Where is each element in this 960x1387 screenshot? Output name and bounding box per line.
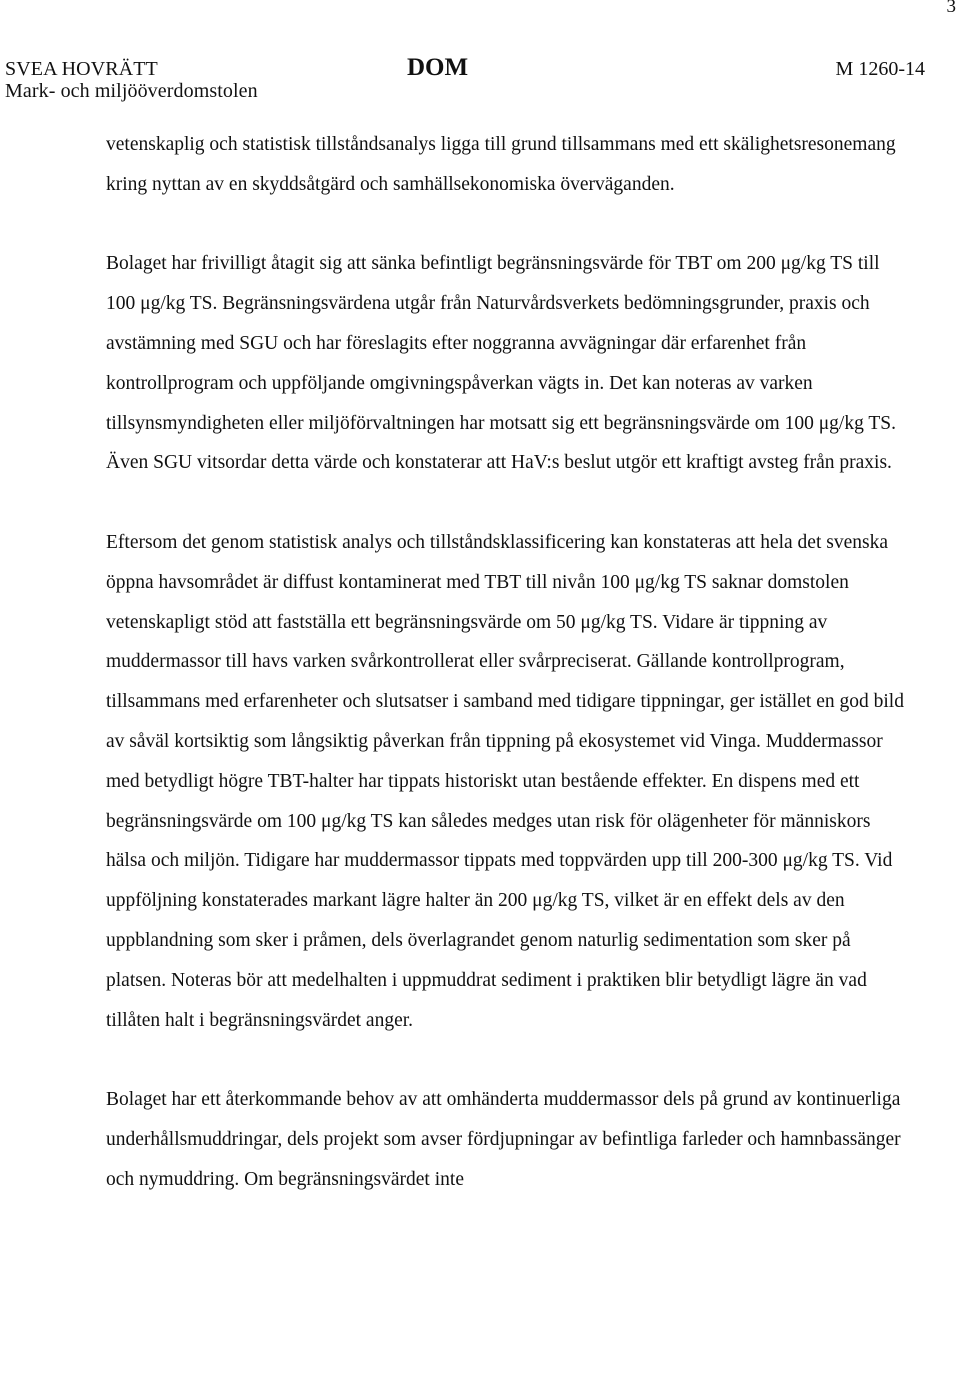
paragraph-2: Bolaget har frivilligt åtagit sig att sänka befintligt begränsningsvärde för TBT om 200 μg/kg TS till 100 μg/kg TS. Begränsningsvärdena utgår från Naturvårdsverkets bedömningsgrunder, praxis och avstämning med SGU och har föreslagits efter noggranna avvägningar där erfarenhet från kontrollprogram och uppföljande omgivningspåverkan vägts in. Det kan noteras av varken tillsynsmyndigheten eller miljöförvaltningen har motsatt sig ett begränsningsvärde om 100 μg/kg TS. Även SGU vitsordar detta värde och konstaterar att HaV:s beslut utgör ett kraftigt avsteg från praxis. bbox=[106, 253, 896, 474]
paragraph-1: vetenskaplig och statistisk tillståndsanalys ligga till grund tillsammans med ett skälighetsresonemang kring nyttan av en skyddsåtgärd och samhällsekonomiska överväganden. bbox=[106, 134, 896, 195]
document-type: DOM bbox=[407, 54, 469, 81]
document-body bbox=[106, 125, 906, 1200]
page-number: 3 bbox=[946, 0, 956, 17]
paragraph-3: Eftersom det genom statistisk analys och tillståndsklassificering kan konstateras att hela det svenska öppna havsområdet är diffust kontaminerat med TBT till nivån 100 μg/kg TS saknar domstolen vetenskapligt stöd att fastställa ett begränsningsvärde om 50 μg/kg TS. Vidare är tippning av muddermassor till havs varken svårkontrollerat eller svårpreciserat. Gällande kontrollprogram, tillsammans med erfarenheter och slutsatser i samband med tidigare tippningar, ger istället en god bild av såväl kortsiktig som långsiktig påverkan från tippning på ekosystemet vid Vinga. Muddermassor med betydligt högre TBT-halter har tippats historiskt utan bestående effekter. En dispens med ett begränsningsvärde om 100 μg/kg TS kan således medges utan risk för olägenheter för människors hälsa och miljön. Tidigare har muddermassor tippats med toppvärden upp till 200-300 μg/kg TS. Vid uppföljning konstaterades markant lägre halter än 200 μg/kg TS, vilket är en effekt dels av den uppblandning som sker i pråmen, dels överlagrandet genom naturlig sedimentation som sker på platsen. Noteras bör att medelhalten i uppmuddrat sediment i praktiken blir betydligt lägre än vad tillåten halt i begränsningsvärdet anger. bbox=[106, 531, 904, 1031]
court-name-line1: SVEA HOVRÄTT bbox=[5, 58, 158, 80]
court-name-line2: Mark- och miljööverdomstolen bbox=[5, 80, 258, 102]
court-name bbox=[5, 58, 258, 102]
case-number: M 1260-14 bbox=[835, 58, 925, 80]
document-header bbox=[5, 54, 925, 108]
paragraph-4: Bolaget har ett återkommande behov av att omhänderta muddermassor dels på grund av kontinuerliga underhållsmuddringar, dels projekt som avser fördjupningar av befintliga farleder och hamnbassänger och nymuddring. Om begränsningsvärdet inte bbox=[106, 1089, 901, 1190]
